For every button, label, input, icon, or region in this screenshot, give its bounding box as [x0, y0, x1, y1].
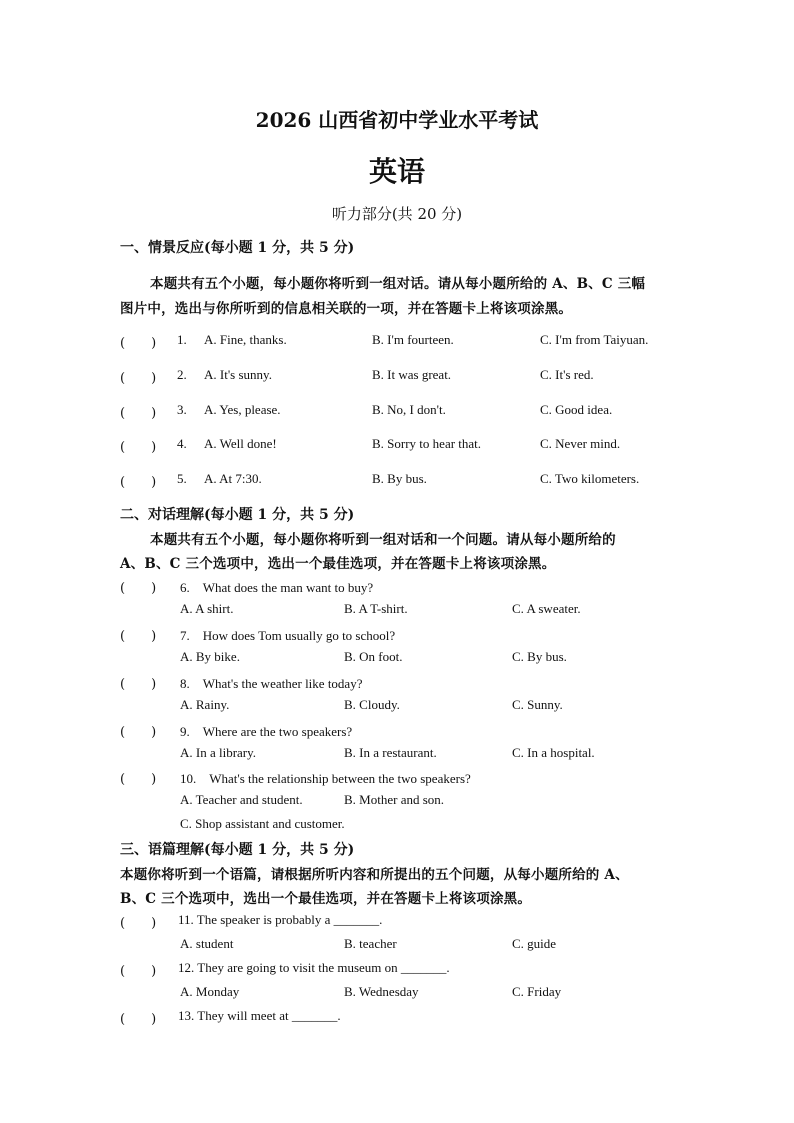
answer-bracket: ( ): [120, 581, 157, 596]
option-c: C. Two kilometers.: [540, 471, 640, 486]
question-number: 5.: [177, 471, 187, 486]
answer-bracket: ( ): [120, 677, 157, 692]
option-c: C. In a hospital.: [512, 745, 595, 760]
option-b: B. teacher: [344, 936, 397, 951]
option-c: C. It's red.: [540, 367, 594, 382]
question-number: 4.: [177, 436, 187, 451]
answer-bracket: ( ): [120, 629, 157, 644]
option-b: B. By bus.: [372, 471, 427, 486]
option-c: C. I'm from Taiyuan.: [540, 332, 649, 347]
option-a: A. Yes, please.: [204, 402, 281, 417]
answer-bracket: ( ): [120, 725, 157, 740]
option-a: A. Rainy.: [180, 697, 230, 712]
option-b: B. A T-shirt.: [344, 601, 408, 616]
option-c: C. guide: [512, 936, 557, 951]
option-c: C. Shop assistant and customer.: [180, 816, 345, 831]
option-b: B. In a restaurant.: [344, 745, 437, 760]
option-b: B. No, I don't.: [372, 402, 446, 417]
question-stem: 8. What's the weather like today?: [180, 676, 363, 691]
section2-instructions-2: A、B、C 三个选项中，选出一个最佳选项，并在答题卡上将该项涂黑。: [120, 556, 556, 572]
question-number: 1.: [177, 332, 187, 347]
option-b: B. Sorry to hear that.: [372, 436, 482, 451]
option-b: B. I'm fourteen.: [372, 332, 454, 347]
option-a: A. A shirt.: [180, 601, 234, 616]
option-a: A. It's sunny.: [204, 367, 272, 382]
option-c: C. By bus.: [512, 649, 567, 664]
answer-bracket: ( ): [120, 475, 157, 490]
section2-heading: 二、对话理解(每小题 1 分，共 5 分): [120, 507, 355, 523]
answer-bracket: ( ): [120, 1012, 157, 1027]
answer-bracket: ( ): [120, 964, 157, 979]
option-b: B. Wednesday: [344, 984, 419, 999]
option-c: C. Sunny.: [512, 697, 563, 712]
option-b: B. Cloudy.: [344, 697, 400, 712]
section1-instructions-2: 图片中，选出与你所听到的信息相关联的一项，并在答题卡上将该项涂黑。: [120, 301, 573, 317]
option-a: A. At 7:30.: [204, 471, 262, 486]
option-a: A. Teacher and student.: [180, 792, 303, 807]
option-a: A. Monday: [180, 984, 240, 999]
option-a: A. student: [180, 936, 234, 951]
question-stem: 9. Where are the two speakers?: [180, 724, 353, 739]
option-a: A. Well done!: [204, 436, 277, 451]
option-a: A. By bike.: [180, 649, 240, 664]
section2-instructions-1: 本题共有五个小题，每小题你将听到一组对话和一个问题。请从每小题所给的: [150, 532, 616, 548]
option-c: C. A sweater.: [512, 601, 581, 616]
option-c: C. Friday: [512, 984, 562, 999]
option-b: B. On foot.: [344, 649, 403, 664]
section3-instructions-2: B、C 三个选项中，选出一个最佳选项，并在答题卡上将该项涂黑。: [120, 891, 532, 907]
question-stem: 11. The speaker is probably a _______.: [178, 912, 383, 927]
subject-title: 英语: [368, 155, 425, 188]
exam-title: 2026 山西省初中学业水平考试: [255, 108, 539, 132]
question-number: 3.: [177, 402, 187, 417]
section1-heading: 一、情景反应(每小题 1 分，共 5 分): [120, 240, 355, 256]
question-stem: 6. What does the man want to buy?: [180, 580, 374, 595]
option-a: A. Fine, thanks.: [204, 332, 287, 347]
answer-bracket: ( ): [120, 371, 157, 386]
answer-bracket: ( ): [120, 336, 157, 351]
option-b: B. It was great.: [372, 367, 452, 382]
section3-heading: 三、语篇理解(每小题 1 分，共 5 分): [120, 842, 355, 858]
answer-bracket: ( ): [120, 406, 157, 421]
question-stem: 7. How does Tom usually go to school?: [180, 628, 396, 643]
answer-bracket: ( ): [120, 916, 157, 931]
answer-bracket: ( ): [120, 772, 157, 787]
question-stem: 10. What's the relationship between the two speakers?: [180, 771, 471, 786]
option-c: C. Never mind.: [540, 436, 621, 451]
part-title: 听力部分(共 20 分): [331, 205, 463, 223]
question-number: 2.: [177, 367, 187, 382]
option-c: C. Good idea.: [540, 402, 613, 417]
question-stem: 13. They will meet at _______.: [178, 1008, 341, 1023]
question-stem: 12. They are going to visit the museum on _______.: [178, 960, 450, 975]
option-b: B. Mother and son.: [344, 792, 445, 807]
answer-bracket: ( ): [120, 440, 157, 455]
section3-instructions-1: 本题你将听到一个语篇，请根据所听内容和所提出的五个问题，从每小题所给的 A、: [120, 867, 629, 883]
option-a: A. In a library.: [180, 745, 257, 760]
section1-instructions-1: 本题共有五个小题，每小题你将听到一组对话。请从每小题所给的 A、B、C 三幅: [150, 276, 646, 292]
